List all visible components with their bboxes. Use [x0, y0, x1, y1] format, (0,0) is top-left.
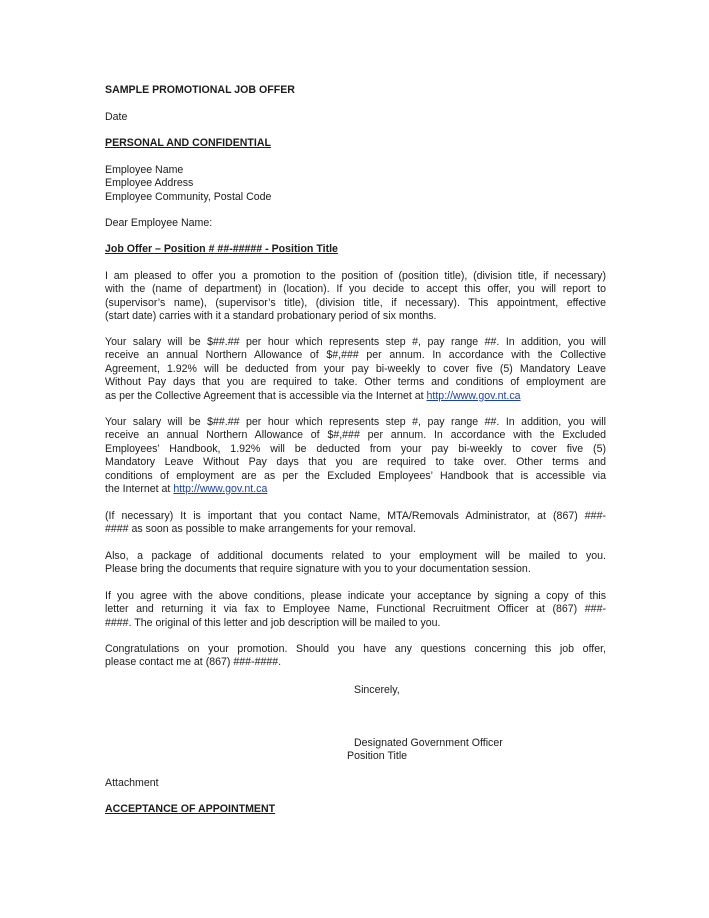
gov-website-link[interactable]: http://www.gov.nt.ca — [173, 483, 268, 496]
subject-line — [105, 243, 606, 256]
paragraph-line: receive an annual Northern Allowance of $#,### per annum. In accordance with the Collective — [105, 349, 606, 362]
paragraph-salary-collective — [105, 336, 606, 403]
gov-website-link[interactable]: http://www.gov.nt.ca — [426, 389, 521, 402]
acceptance-heading — [105, 803, 606, 816]
paragraph-promotion — [105, 270, 606, 324]
paragraph-text: the Internet at — [105, 483, 174, 496]
paragraph-line: with the (name of department) in (location). If you decide to accept this offer, you will report to — [105, 283, 606, 296]
paragraph-acceptance — [105, 590, 606, 630]
paragraph-line: Without Pay days that you are required to take. Other terms and conditions of employment are — [105, 376, 606, 389]
confidential-heading — [105, 137, 606, 150]
paragraph-line: Your salary will be $##.## per hour which represents step #, pay range ##. In addition, you will — [105, 416, 606, 428]
paragraph-line: please contact me at (867) ###-####. — [105, 656, 282, 669]
paragraph-line: (start date) carries with it a standard probationary period of six months. — [105, 310, 437, 323]
paragraph-salary-excluded — [105, 416, 606, 496]
paragraph-line: Mandatory Leave Without Pay days that you are required to take over. Other terms and — [105, 456, 606, 469]
subject-label: Job Offer – Position # ##-##### - Position Title — [105, 243, 338, 255]
paragraph-line: conditions of employment are as per the Excluded Employees’ Handbook that is accessible via — [105, 469, 606, 482]
paragraph-line: letter and returning it via fax to Employee Name, Functional Recruitment Officer at (867) ###- — [105, 603, 606, 616]
paragraph-text: as per the Collective Agreement that is accessible via the Internet at — [105, 389, 427, 402]
paragraph-line: Employees’ Handbook, 1.92% will be deducted from your pay bi-weekly to cover five (5) — [105, 442, 606, 455]
address-line: Employee Address — [105, 177, 194, 190]
address-line: Employee Community, Postal Code — [105, 190, 272, 203]
paragraph-congratulations — [105, 643, 606, 670]
paragraph-line: ####. The original of this letter and job description will be mailed to you. — [105, 616, 441, 629]
acceptance-label: ACCEPTANCE OF APPOINTMENT — [105, 803, 276, 815]
closing: Sincerely, — [354, 684, 400, 696]
signer-name: Designated Government Officer — [354, 737, 503, 749]
paragraph-line: Agreement, 1.92% will be deducted from your pay bi-weekly to cover five (5) Mandatory Leave — [105, 362, 606, 375]
paragraph-line: (supervisor’s name), (supervisor’s title), (division title, if necessary). This appointment, effective — [105, 296, 606, 309]
paragraph-documents — [105, 550, 606, 577]
paragraph-line: #### as soon as possible to make arrangements for your removal. — [105, 523, 416, 536]
attachment-label: Attachment — [105, 777, 159, 789]
paragraph-line: Your salary will be $##.## per hour which represents step #, pay range ##. In addition, you will — [105, 336, 606, 348]
paragraph-line: receive an annual Northern Allowance of $#,### per annum. In accordance with the Excluded — [105, 429, 606, 442]
paragraph-line: Please bring the documents that require signature with you to your documentation session. — [105, 563, 531, 576]
paragraph-line: (If necessary) It is important that you contact Name, MTA/Removals Administrator, at (867) ###- — [105, 510, 606, 522]
paragraph-line: Also, a package of additional documents related to your employment will be mailed to you. — [105, 550, 606, 562]
paragraph-line: Congratulations on your promotion. Should you have any questions concerning this job offer, — [105, 643, 606, 655]
document-title: SAMPLE PROMOTIONAL JOB OFFER — [105, 84, 295, 96]
paragraph-line: If you agree with the above conditions, please indicate your acceptance by signing a copy of this — [105, 590, 606, 602]
confidential-label: PERSONAL AND CONFIDENTIAL — [105, 137, 271, 149]
address-line: Employee Name — [105, 164, 184, 176]
paragraph-line: I am pleased to offer you a promotion to the position of (position title), (division title, if necessary) — [105, 270, 606, 282]
paragraph-line — [105, 483, 606, 496]
signer-title: Position Title — [347, 750, 408, 762]
paragraph-line — [105, 390, 606, 403]
paragraph-removal — [105, 510, 606, 537]
salutation: Dear Employee Name: — [105, 217, 213, 229]
date-line: Date — [105, 111, 128, 123]
recipient-address — [105, 164, 606, 204]
